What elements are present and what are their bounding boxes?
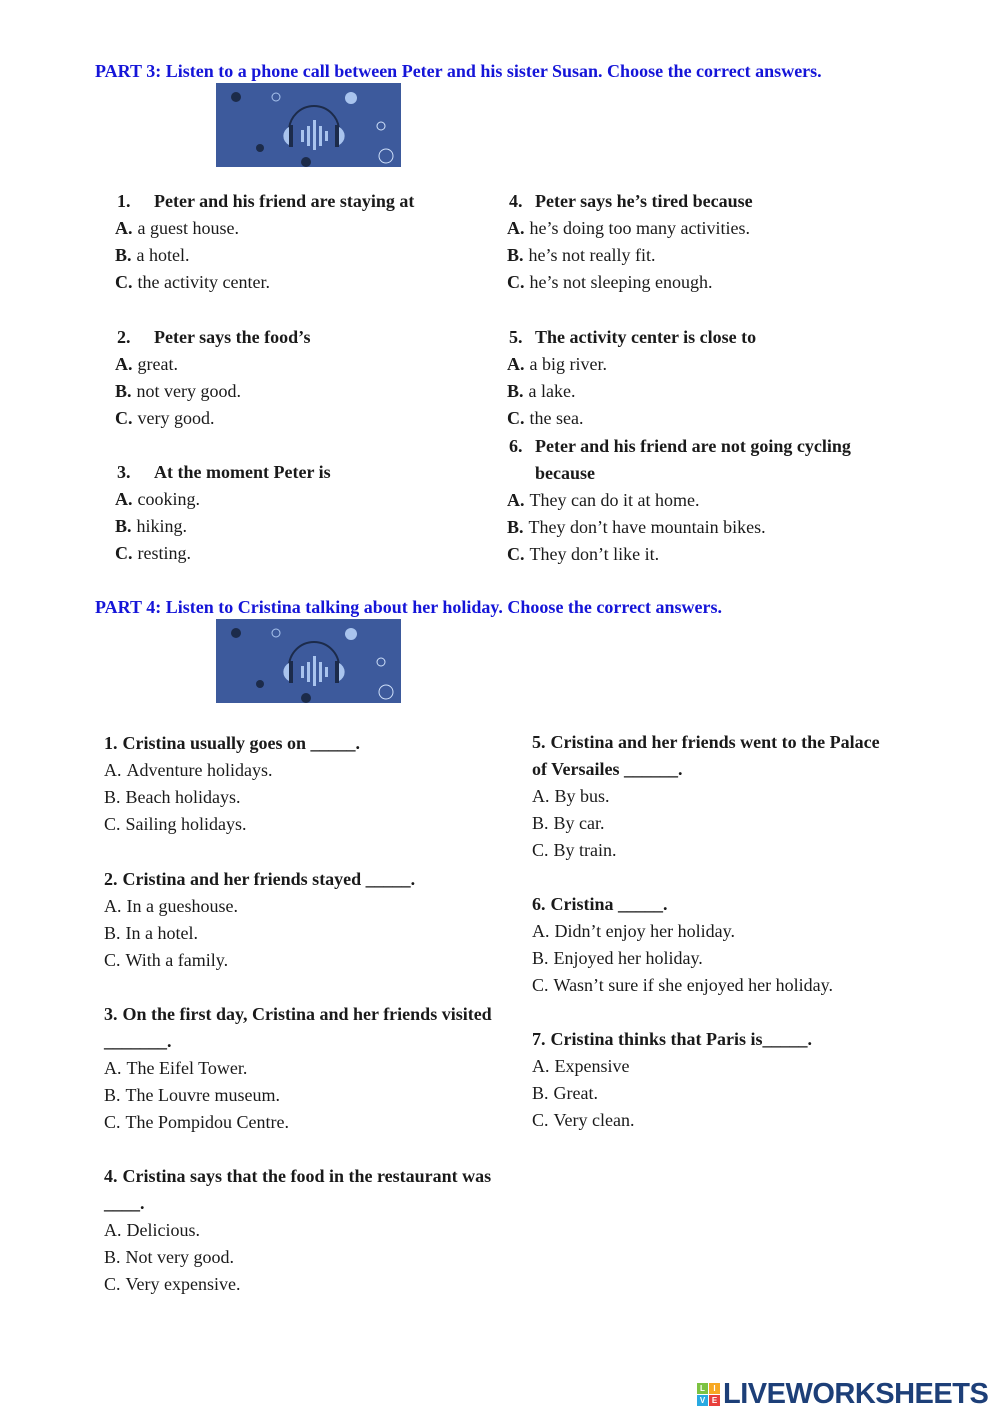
answer-option[interactable] xyxy=(104,947,524,974)
part4-audio-player[interactable] xyxy=(216,619,401,703)
question-label: Cristina thinks that Paris is_____. xyxy=(550,1029,813,1049)
answer-option[interactable] xyxy=(532,810,892,837)
question-label: At the moment Peter is xyxy=(154,462,331,482)
option-text: resting. xyxy=(137,543,191,563)
option-letter: C. xyxy=(104,814,121,834)
option-letter: A. xyxy=(507,218,525,238)
option-letter: A. xyxy=(507,354,525,374)
option-text: the activity center. xyxy=(137,272,270,292)
option-text: the sea. xyxy=(529,408,584,428)
answer-option[interactable] xyxy=(115,486,495,513)
option-text: not very good. xyxy=(136,381,241,401)
option-letter: B. xyxy=(104,1085,121,1105)
answer-option[interactable] xyxy=(507,215,897,242)
question-label: On the first day, Cristina and her friends visited _______. xyxy=(104,1004,492,1051)
option-letter: C. xyxy=(532,840,549,860)
liveworksheets-logo xyxy=(697,1378,988,1411)
question-label: Cristina and her friends went to the Palace of Versailes ______. xyxy=(532,732,880,779)
option-text: In a gueshouse. xyxy=(126,896,238,916)
answer-option[interactable] xyxy=(115,540,495,567)
option-letter: A. xyxy=(104,1220,122,1240)
option-text: a hotel. xyxy=(136,245,190,265)
option-text: a guest house. xyxy=(137,218,239,238)
answer-option[interactable] xyxy=(507,405,897,432)
option-text: Beach holidays. xyxy=(125,787,241,807)
answer-option[interactable] xyxy=(532,972,932,999)
answer-option[interactable] xyxy=(104,1217,524,1244)
answer-option[interactable] xyxy=(507,514,897,541)
option-letter: B. xyxy=(532,1083,549,1103)
option-letter: B. xyxy=(532,948,549,968)
option-text: They don’t have mountain bikes. xyxy=(528,517,766,537)
question-label: Cristina and her friends stayed _____. xyxy=(122,869,416,889)
part4-question-4 xyxy=(104,1163,524,1298)
question-number: 2. xyxy=(104,869,118,889)
question-text xyxy=(532,891,932,918)
option-text: he’s doing too many activities. xyxy=(529,218,750,238)
part3-question-4 xyxy=(507,188,897,296)
option-text: By bus. xyxy=(554,786,610,806)
option-letter: C. xyxy=(104,1112,121,1132)
question-text xyxy=(115,459,495,486)
option-text: The Pompidou Centre. xyxy=(125,1112,289,1132)
option-text: cooking. xyxy=(137,489,200,509)
answer-option[interactable] xyxy=(115,269,495,296)
option-text: a big river. xyxy=(529,354,607,374)
option-text: hiking. xyxy=(136,516,188,536)
answer-option[interactable] xyxy=(507,378,897,405)
answer-option[interactable] xyxy=(104,893,524,920)
option-text: Not very good. xyxy=(125,1247,234,1267)
option-letter: C. xyxy=(115,408,133,428)
question-label: Peter says he’s tired because xyxy=(535,191,753,211)
answer-option[interactable] xyxy=(532,918,932,945)
option-text: Didn’t enjoy her holiday. xyxy=(554,921,735,941)
part4-question-3 xyxy=(104,1001,524,1136)
option-text: Adventure holidays. xyxy=(126,760,273,780)
question-text xyxy=(104,730,524,757)
option-letter: C. xyxy=(507,272,525,292)
answer-option[interactable] xyxy=(532,783,892,810)
part4-question-6 xyxy=(532,891,932,999)
option-letter: A. xyxy=(115,489,133,509)
option-text: great. xyxy=(137,354,178,374)
option-letter: A. xyxy=(104,1058,122,1078)
option-letter: A. xyxy=(532,1056,550,1076)
option-letter: A. xyxy=(104,896,122,916)
part3-question-3 xyxy=(115,459,495,567)
option-text: The Louvre museum. xyxy=(125,1085,280,1105)
part4-heading: PART 4: Listen to Cristina talking about her holiday. Choose the correct answers. xyxy=(95,597,723,617)
answer-option[interactable] xyxy=(104,784,524,811)
option-letter: B. xyxy=(104,1247,121,1267)
answer-option[interactable] xyxy=(115,351,495,378)
question-number: 6. xyxy=(509,436,523,456)
answer-option[interactable] xyxy=(115,378,495,405)
part3-heading: PART 3: Listen to a phone call between Peter and his sister Susan. Choose the correct answers. xyxy=(95,61,822,81)
answer-option[interactable] xyxy=(507,351,897,378)
question-label: Peter says the food’s xyxy=(154,327,311,347)
option-text: In a hotel. xyxy=(125,923,198,943)
answer-option[interactable] xyxy=(115,513,495,540)
part3-audio-player[interactable] xyxy=(216,83,401,167)
option-letter: C. xyxy=(115,543,133,563)
part4-question-1 xyxy=(104,730,524,838)
answer-option[interactable] xyxy=(104,920,524,947)
option-letter: C. xyxy=(507,544,525,564)
answer-option[interactable] xyxy=(115,405,495,432)
option-letter: B. xyxy=(115,381,132,401)
option-text: The Eifel Tower. xyxy=(126,1058,248,1078)
question-text xyxy=(115,188,495,215)
answer-option[interactable] xyxy=(104,1055,524,1082)
option-letter: C. xyxy=(532,1110,549,1130)
option-letter: C. xyxy=(115,272,133,292)
option-text: Great. xyxy=(553,1083,598,1103)
question-number: 5. xyxy=(532,732,546,752)
option-letter: B. xyxy=(532,813,549,833)
question-text xyxy=(115,324,495,351)
option-letter: A. xyxy=(115,354,133,374)
answer-option[interactable] xyxy=(507,487,897,514)
answer-option[interactable] xyxy=(115,215,495,242)
option-text: Sailing holidays. xyxy=(125,814,247,834)
question-label: The activity center is close to xyxy=(535,327,757,347)
answer-option[interactable] xyxy=(507,541,897,568)
question-number: 4. xyxy=(104,1166,118,1186)
option-text: They can do it at home. xyxy=(529,490,700,510)
part4-question-5 xyxy=(532,729,892,864)
question-text xyxy=(507,324,897,351)
option-letter: A. xyxy=(507,490,525,510)
option-letter: A. xyxy=(115,218,133,238)
logo-text: LIVEWORKSHEETS xyxy=(723,1378,989,1410)
question-number: 3. xyxy=(117,462,131,482)
option-letter: C. xyxy=(532,975,549,995)
logo-badge: L I V E xyxy=(697,1383,720,1406)
option-text: By car. xyxy=(553,813,605,833)
option-text: With a family. xyxy=(125,950,229,970)
option-letter: B. xyxy=(104,787,121,807)
question-text xyxy=(532,729,892,783)
question-label: Cristina says that the food in the restaurant was ____. xyxy=(104,1166,492,1213)
question-number: 4. xyxy=(509,191,523,211)
option-letter: C. xyxy=(104,950,121,970)
option-letter: B. xyxy=(115,516,132,536)
answer-option[interactable] xyxy=(532,837,892,864)
option-text: Delicious. xyxy=(126,1220,200,1240)
option-text: Very expensive. xyxy=(125,1274,241,1294)
answer-option[interactable] xyxy=(532,1107,932,1134)
question-number: 1. xyxy=(117,191,131,211)
option-letter: B. xyxy=(115,245,132,265)
answer-option[interactable] xyxy=(532,1053,932,1080)
option-letter: C. xyxy=(507,408,525,428)
option-text: very good. xyxy=(137,408,215,428)
part4-question-7 xyxy=(532,1026,932,1134)
question-number: 5. xyxy=(509,327,523,347)
option-letter: B. xyxy=(507,245,524,265)
question-label: Cristina usually goes on _____. xyxy=(122,733,361,753)
option-text: he’s not sleeping enough. xyxy=(529,272,713,292)
answer-option[interactable] xyxy=(532,945,932,972)
option-text: Enjoyed her holiday. xyxy=(553,948,703,968)
question-number: 2. xyxy=(117,327,131,347)
question-number: 3. xyxy=(104,1004,118,1024)
answer-option[interactable] xyxy=(115,242,495,269)
part3-question-1 xyxy=(115,188,495,296)
answer-option[interactable] xyxy=(104,1244,524,1271)
headphones-icon xyxy=(216,83,401,167)
answer-option[interactable] xyxy=(507,242,897,269)
option-text: By train. xyxy=(553,840,617,860)
answer-option[interactable] xyxy=(104,1109,524,1136)
question-label: Peter and his friend are not going cycling because xyxy=(535,436,851,483)
question-number: 1. xyxy=(104,733,118,753)
question-text xyxy=(507,188,897,215)
question-number: 7. xyxy=(532,1029,546,1049)
option-letter: B. xyxy=(507,381,524,401)
question-text xyxy=(507,433,897,487)
answer-option[interactable] xyxy=(104,811,524,838)
question-label: Peter and his friend are staying at xyxy=(154,191,415,211)
option-letter: C. xyxy=(104,1274,121,1294)
option-text: a lake. xyxy=(528,381,576,401)
option-letter: A. xyxy=(532,786,550,806)
option-text: Wasn’t sure if she enjoyed her holiday. xyxy=(553,975,833,995)
answer-option[interactable] xyxy=(532,1080,932,1107)
question-label: Cristina _____. xyxy=(550,894,668,914)
question-text xyxy=(532,1026,932,1053)
question-number: 6. xyxy=(532,894,546,914)
part3-question-5 xyxy=(507,324,897,432)
question-text xyxy=(104,1001,524,1055)
part4-question-2 xyxy=(104,866,524,974)
option-text: They don’t like it. xyxy=(529,544,660,564)
option-letter: A. xyxy=(104,760,122,780)
part3-question-6 xyxy=(507,433,897,568)
answer-option[interactable] xyxy=(104,757,524,784)
part3-question-2 xyxy=(115,324,495,432)
option-letter: B. xyxy=(104,923,121,943)
option-letter: A. xyxy=(532,921,550,941)
option-text: he’s not really fit. xyxy=(528,245,656,265)
question-text xyxy=(104,866,524,893)
option-text: Expensive xyxy=(554,1056,630,1076)
option-text: Very clean. xyxy=(553,1110,635,1130)
headphones-icon xyxy=(216,619,401,703)
answer-option[interactable] xyxy=(104,1082,524,1109)
question-text xyxy=(104,1163,524,1217)
answer-option[interactable] xyxy=(104,1271,524,1298)
answer-option[interactable] xyxy=(507,269,897,296)
option-letter: B. xyxy=(507,517,524,537)
